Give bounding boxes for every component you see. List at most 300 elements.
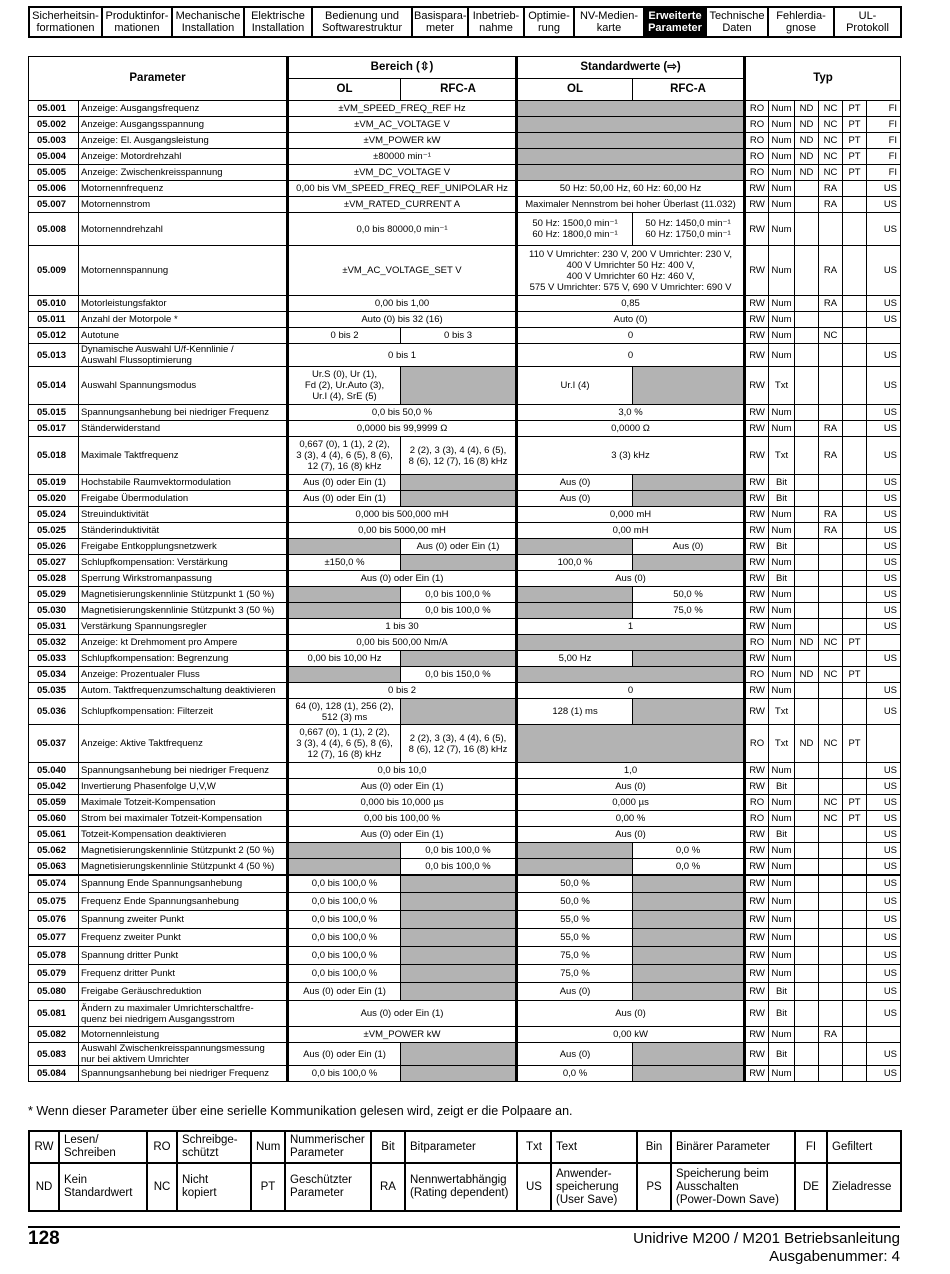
- type-flag: Num: [769, 911, 795, 929]
- legend-description: Bitparameter: [405, 1131, 517, 1163]
- type-flag: Num: [769, 344, 795, 367]
- legend-abbreviation: DE: [795, 1163, 827, 1211]
- type-flag: [795, 421, 819, 437]
- legend-description: Schreibge- schützt: [177, 1131, 251, 1163]
- param-name: Motornennspannung: [79, 246, 288, 296]
- type-flag: Num: [769, 763, 795, 779]
- type-flag: PT: [843, 165, 867, 181]
- type-flag: [843, 843, 867, 859]
- type-flag: RW: [745, 296, 769, 312]
- type-flag: RW: [745, 475, 769, 491]
- range-cell: ±VM_SPEED_FREQ_REF Hz: [288, 101, 517, 117]
- type-flag: Txt: [769, 699, 795, 725]
- default-cell: 0,00 kW: [517, 1027, 745, 1043]
- type-flag: Num: [769, 149, 795, 165]
- legend-abbreviation: Txt: [517, 1131, 551, 1163]
- param-number: 05.004: [29, 149, 79, 165]
- type-flag: US: [867, 603, 901, 619]
- type-flag: NC: [819, 328, 843, 344]
- default-cell: 3 (3) kHz: [517, 437, 745, 475]
- range-rfca: 0,0 bis 100,0 %: [401, 843, 517, 859]
- default-rfca: 0,0 %: [633, 859, 745, 875]
- default-rfca: 50,0 %: [633, 587, 745, 603]
- type-flag: Num: [769, 117, 795, 133]
- type-flag: [795, 523, 819, 539]
- param-name: Motornenndrehzahl: [79, 213, 288, 246]
- parameter-table: [28, 56, 901, 1082]
- range-rfca-empty: [401, 367, 517, 405]
- default-empty: [517, 667, 745, 683]
- default-rfca-empty: [633, 491, 745, 507]
- param-name: Sperrung Wirkstromanpassung: [79, 571, 288, 587]
- range-ol: 0,0 bis 100,0 %: [288, 911, 401, 929]
- table-row: [29, 296, 901, 312]
- nav-tab[interactable]: Fehlerdia- gnose: [768, 7, 834, 37]
- default-empty: [517, 133, 745, 149]
- range-ol: Aus (0) oder Ein (1): [288, 491, 401, 507]
- default-ol: Ur.I (4): [517, 367, 633, 405]
- range-ol-empty: [288, 859, 401, 875]
- legend-description: Nicht kopiert: [177, 1163, 251, 1211]
- type-flag: Num: [769, 165, 795, 181]
- type-flag: US: [867, 893, 901, 911]
- type-flag: Num: [769, 555, 795, 571]
- type-flag: [795, 213, 819, 246]
- range-cell: 0,00 bis 5000,00 mH: [288, 523, 517, 539]
- type-flag: US: [867, 571, 901, 587]
- legend-description: Nummerischer Parameter: [285, 1131, 371, 1163]
- type-flag: RW: [745, 437, 769, 475]
- type-flag: FI: [867, 101, 901, 117]
- param-number: 05.011: [29, 312, 79, 328]
- type-flag: ND: [795, 725, 819, 763]
- type-flag: [819, 312, 843, 328]
- type-flag: US: [867, 475, 901, 491]
- type-flag: NC: [819, 635, 843, 651]
- param-name: Anzeige: Ausgangsspannung: [79, 117, 288, 133]
- default-empty: [517, 149, 745, 165]
- nav-tab[interactable]: NV-Medien- karte: [574, 7, 644, 37]
- type-flag: [819, 947, 843, 965]
- type-flag: [795, 587, 819, 603]
- range-rfca-empty: [401, 651, 517, 667]
- table-row: [29, 149, 901, 165]
- type-flag: RW: [745, 763, 769, 779]
- type-flag: [843, 827, 867, 843]
- default-cell: 0: [517, 328, 745, 344]
- nav-tab[interactable]: Inbetrieb- nahme: [468, 7, 524, 37]
- range-rfca: 2 (2), 3 (3), 4 (4), 6 (5), 8 (6), 12 (7), 16 (8) kHz: [401, 437, 517, 475]
- range-ol: 0,0 bis 100,0 %: [288, 947, 401, 965]
- range-ol-empty: [288, 843, 401, 859]
- type-flag: RA: [819, 246, 843, 296]
- type-flag: RA: [819, 197, 843, 213]
- legend-abbreviation: PS: [637, 1163, 671, 1211]
- type-flag: Bit: [769, 475, 795, 491]
- type-flag: RO: [745, 811, 769, 827]
- default-ol: 100,0 %: [517, 555, 633, 571]
- type-flag: RO: [745, 667, 769, 683]
- range-rfca: 0,0 bis 150,0 %: [401, 667, 517, 683]
- nav-tab[interactable]: Elektrische Installation: [244, 7, 312, 37]
- legend-table: [28, 1130, 902, 1212]
- param-name: Maximale Taktfrequenz: [79, 437, 288, 475]
- type-flag: Num: [769, 893, 795, 911]
- range-cell: Auto (0) bis 32 (16): [288, 312, 517, 328]
- type-flag: US: [867, 555, 901, 571]
- table-row: [29, 603, 901, 619]
- type-flag: [843, 587, 867, 603]
- range-ol-empty: [288, 603, 401, 619]
- type-flag: Num: [769, 1027, 795, 1043]
- type-flag: Bit: [769, 1001, 795, 1027]
- type-flag: [867, 1027, 901, 1043]
- param-name: Dynamische Auswahl U/f-Kennlinie / Auswahl Flussoptimierung: [79, 344, 288, 367]
- type-flag: [795, 1043, 819, 1066]
- range-cell: 0 bis 1: [288, 344, 517, 367]
- param-number: 05.003: [29, 133, 79, 149]
- table-row: [29, 367, 901, 405]
- type-flag: Num: [769, 181, 795, 197]
- range-cell: ±VM_AC_VOLTAGE V: [288, 117, 517, 133]
- param-number: 05.005: [29, 165, 79, 181]
- type-flag: [843, 421, 867, 437]
- default-ol: Aus (0): [517, 491, 633, 507]
- type-flag: RW: [745, 603, 769, 619]
- issue-number: Ausgabenummer: 4: [769, 1248, 900, 1265]
- type-flag: RW: [745, 619, 769, 635]
- default-ol-empty: [517, 859, 633, 875]
- table-row: [29, 843, 901, 859]
- param-name: Verstärkung Spannungsregler: [79, 619, 288, 635]
- range-ol: 0,667 (0), 1 (1), 2 (2), 3 (3), 4 (4), 6 (5), 8 (6), 12 (7), 16 (8) kHz: [288, 725, 401, 763]
- type-flag: RO: [745, 117, 769, 133]
- range-cell: 0,000 bis 500,000 mH: [288, 507, 517, 523]
- type-flag: RW: [745, 779, 769, 795]
- legend-description: Kein Standardwert: [59, 1163, 147, 1211]
- type-flag: Bit: [769, 983, 795, 1001]
- type-flag: RA: [819, 523, 843, 539]
- default-cell: 1: [517, 619, 745, 635]
- table-row: [29, 983, 901, 1001]
- type-flag: [795, 344, 819, 367]
- table-row: [29, 1066, 901, 1082]
- type-flag: Bit: [769, 827, 795, 843]
- type-flag: RW: [745, 827, 769, 843]
- table-row: [29, 947, 901, 965]
- default-cell: 0,000 mH: [517, 507, 745, 523]
- type-flag: [843, 763, 867, 779]
- type-flag: US: [867, 843, 901, 859]
- range-ol: 0,0 bis 100,0 %: [288, 875, 401, 893]
- default-cell: 3,0 %: [517, 405, 745, 421]
- default-rfca-empty: [633, 651, 745, 667]
- type-flag: US: [867, 983, 901, 1001]
- type-flag: [795, 1027, 819, 1043]
- param-name: Motorleistungsfaktor: [79, 296, 288, 312]
- type-flag: Bit: [769, 539, 795, 555]
- type-flag: Num: [769, 507, 795, 523]
- param-name: Anzahl der Motorpole *: [79, 312, 288, 328]
- param-name: Magnetisierungskennlinie Stützpunkt 4 (50 %): [79, 859, 288, 875]
- nav-tab[interactable]: Technische Daten: [706, 7, 768, 37]
- range-rfca: 0,0 bis 100,0 %: [401, 587, 517, 603]
- range-cell: 0,0 bis 80000,0 min⁻¹: [288, 213, 517, 246]
- default-cell: 0,00 mH: [517, 523, 745, 539]
- footnote: * Wenn dieser Parameter über eine serielle Kommunikation gelesen wird, zeigt er die Polpaare an.: [28, 1104, 573, 1118]
- type-flag: RW: [745, 1043, 769, 1066]
- range-cell: 1 bis 30: [288, 619, 517, 635]
- type-flag: PT: [843, 101, 867, 117]
- type-flag: US: [867, 811, 901, 827]
- param-name: Magnetisierungskennlinie Stützpunkt 2 (50 %): [79, 843, 288, 859]
- legend-description: Speicherung beim Ausschalten (Power-Down Save): [671, 1163, 795, 1211]
- range-ol: Aus (0) oder Ein (1): [288, 475, 401, 491]
- type-flag: RO: [745, 133, 769, 149]
- default-ol: 128 (1) ms: [517, 699, 633, 725]
- legend-abbreviation: Num: [251, 1131, 285, 1163]
- type-flag: FI: [867, 149, 901, 165]
- default-cell: 50 Hz: 50,00 Hz, 60 Hz: 60,00 Hz: [517, 181, 745, 197]
- legend-abbreviation: US: [517, 1163, 551, 1211]
- range-ol: 0,00 bis 10,00 Hz: [288, 651, 401, 667]
- param-name: Totzeit-Kompensation deaktivieren: [79, 827, 288, 843]
- param-name: Spannungsanhebung bei niedriger Frequenz: [79, 1066, 288, 1082]
- default-cell: 0: [517, 344, 745, 367]
- type-flag: [795, 603, 819, 619]
- param-name: Auswahl Spannungsmodus: [79, 367, 288, 405]
- legend-abbreviation: RA: [371, 1163, 405, 1211]
- table-row: [29, 1043, 901, 1066]
- nav-tab[interactable]: Mechanische Installation: [172, 7, 244, 37]
- default-ol: 75,0 %: [517, 965, 633, 983]
- type-flag: RW: [745, 555, 769, 571]
- nav-tab[interactable]: Sicherheitsin- formationen: [29, 7, 102, 37]
- param-name: Freigabe Übermodulation: [79, 491, 288, 507]
- table-row: [29, 197, 901, 213]
- type-flag: [795, 795, 819, 811]
- type-flag: [819, 983, 843, 1001]
- type-flag: RO: [745, 795, 769, 811]
- range-rfca-empty: [401, 699, 517, 725]
- default-rfca-empty: [633, 893, 745, 911]
- type-flag: [819, 1001, 843, 1027]
- type-flag: Num: [769, 101, 795, 117]
- param-number: 05.037: [29, 725, 79, 763]
- param-name: Hochstabile Raumvektormodulation: [79, 475, 288, 491]
- nav-tab[interactable]: Optimie- rung: [524, 7, 574, 37]
- param-number: 05.008: [29, 213, 79, 246]
- type-flag: PT: [843, 635, 867, 651]
- range-cell: Aus (0) oder Ein (1): [288, 779, 517, 795]
- type-flag: RW: [745, 1066, 769, 1082]
- chapter-navigation: [28, 6, 902, 38]
- type-flag: [843, 779, 867, 795]
- param-number: 05.017: [29, 421, 79, 437]
- param-number: 05.078: [29, 947, 79, 965]
- range-ol: 0,0 bis 100,0 %: [288, 929, 401, 947]
- param-name: Frequenz zweiter Punkt: [79, 929, 288, 947]
- default-ol-empty: [517, 587, 633, 603]
- type-flag: [843, 651, 867, 667]
- type-flag: RW: [745, 523, 769, 539]
- param-number: 05.063: [29, 859, 79, 875]
- type-flag: US: [867, 587, 901, 603]
- type-flag: [819, 405, 843, 421]
- type-flag: Num: [769, 667, 795, 683]
- type-flag: [795, 1066, 819, 1082]
- default-empty: [517, 635, 745, 651]
- param-number: 05.062: [29, 843, 79, 859]
- nav-tab[interactable]: Basispara- meter: [412, 7, 468, 37]
- param-name: Schlupfkompensation: Begrenzung: [79, 651, 288, 667]
- type-flag: US: [867, 827, 901, 843]
- type-flag: Bit: [769, 779, 795, 795]
- nav-tab[interactable]: Bedienung und Softwarestruktur: [312, 7, 412, 37]
- nav-tab[interactable]: UL- Protokoll: [834, 7, 901, 37]
- table-row: [29, 875, 901, 893]
- type-flag: [843, 859, 867, 875]
- range-rfca: 0 bis 3: [401, 328, 517, 344]
- type-flag: RA: [819, 181, 843, 197]
- type-flag: PT: [843, 795, 867, 811]
- table-row: [29, 859, 901, 875]
- type-flag: [819, 1066, 843, 1082]
- type-flag: [843, 491, 867, 507]
- type-flag: Num: [769, 859, 795, 875]
- default-ol: 55,0 %: [517, 929, 633, 947]
- range-ol: Aus (0) oder Ein (1): [288, 1043, 401, 1066]
- type-flag: RW: [745, 181, 769, 197]
- param-number: 05.083: [29, 1043, 79, 1066]
- default-rfca-empty: [633, 699, 745, 725]
- range-cell: ±VM_POWER kW: [288, 133, 517, 149]
- range-cell: Aus (0) oder Ein (1): [288, 571, 517, 587]
- param-number: 05.018: [29, 437, 79, 475]
- type-flag: RO: [745, 635, 769, 651]
- table-row: [29, 507, 901, 523]
- default-rfca-empty: [633, 1043, 745, 1066]
- type-flag: [843, 437, 867, 475]
- default-rfca-empty: [633, 911, 745, 929]
- default-cell: Maximaler Nennstrom bei hoher Überlast (11.032): [517, 197, 745, 213]
- type-flag: [795, 929, 819, 947]
- type-flag: [819, 571, 843, 587]
- type-flag: [795, 405, 819, 421]
- range-rfca: 0,0 bis 100,0 %: [401, 603, 517, 619]
- param-number: 05.035: [29, 683, 79, 699]
- type-flag: Num: [769, 875, 795, 893]
- table-row: [29, 911, 901, 929]
- range-ol: 0,0 bis 100,0 %: [288, 893, 401, 911]
- header-default-ol: OL: [517, 79, 633, 101]
- param-name: Ändern zu maximaler Umrichterschaltfre- quenz bei niedrigem Ausgangsstrom: [79, 1001, 288, 1027]
- param-name: Anzeige: Motordrehzahl: [79, 149, 288, 165]
- default-cell: Aus (0): [517, 779, 745, 795]
- range-ol-empty: [288, 587, 401, 603]
- param-number: 05.080: [29, 983, 79, 1001]
- param-name: Schlupfkompensation: Verstärkung: [79, 555, 288, 571]
- legend-abbreviation: FI: [795, 1131, 827, 1163]
- param-number: 05.025: [29, 523, 79, 539]
- default-rfca: 0,0 %: [633, 843, 745, 859]
- range-cell: ±VM_DC_VOLTAGE V: [288, 165, 517, 181]
- type-flag: US: [867, 246, 901, 296]
- default-cell: 0,0000 Ω: [517, 421, 745, 437]
- param-number: 05.079: [29, 965, 79, 983]
- legend-description: Nennwertabhängig (Rating dependent): [405, 1163, 517, 1211]
- table-row: [29, 827, 901, 843]
- type-flag: ND: [795, 133, 819, 149]
- param-number: 05.036: [29, 699, 79, 725]
- header-parameter: Parameter: [29, 57, 288, 101]
- type-flag: [843, 344, 867, 367]
- default-cell: 0,85: [517, 296, 745, 312]
- type-flag: ND: [795, 667, 819, 683]
- type-flag: US: [867, 619, 901, 635]
- range-cell: ±VM_POWER kW: [288, 1027, 517, 1043]
- type-flag: RA: [819, 296, 843, 312]
- range-cell: 0,00 bis 1,00: [288, 296, 517, 312]
- type-flag: [795, 555, 819, 571]
- table-row: [29, 587, 901, 603]
- param-name: Spannungsanhebung bei niedriger Frequenz: [79, 763, 288, 779]
- range-rfca-empty: [401, 555, 517, 571]
- type-flag: RW: [745, 421, 769, 437]
- param-number: 05.027: [29, 555, 79, 571]
- legend-abbreviation: RW: [29, 1131, 59, 1163]
- type-flag: NC: [819, 149, 843, 165]
- range-rfca-empty: [401, 983, 517, 1001]
- type-flag: [843, 571, 867, 587]
- type-flag: FI: [867, 165, 901, 181]
- type-flag: RW: [745, 965, 769, 983]
- type-flag: RA: [819, 507, 843, 523]
- legend-abbreviation: RO: [147, 1131, 177, 1163]
- param-number: 05.075: [29, 893, 79, 911]
- type-flag: RW: [745, 911, 769, 929]
- type-flag: RW: [745, 213, 769, 246]
- param-name: Freigabe Entkopplungsnetzwerk: [79, 539, 288, 555]
- type-flag: US: [867, 795, 901, 811]
- type-flag: RA: [819, 421, 843, 437]
- table-row: [29, 683, 901, 699]
- param-number: 05.077: [29, 929, 79, 947]
- param-name: Anzeige: Ausgangsfrequenz: [79, 101, 288, 117]
- type-flag: Num: [769, 405, 795, 421]
- range-rfca: 0,0 bis 100,0 %: [401, 859, 517, 875]
- type-flag: RO: [745, 165, 769, 181]
- type-flag: [843, 947, 867, 965]
- nav-tab[interactable]: Erweiterte Parameter: [644, 7, 706, 37]
- type-flag: [795, 1001, 819, 1027]
- legend-description: Zieladresse: [827, 1163, 901, 1211]
- type-flag: US: [867, 344, 901, 367]
- header-range: Bereich (⇳): [288, 57, 517, 79]
- type-flag: [795, 763, 819, 779]
- table-row: [29, 667, 901, 683]
- header-defaults: Standardwerte (⇨): [517, 57, 745, 79]
- range-rfca-empty: [401, 911, 517, 929]
- nav-tab[interactable]: Produktinfor- mationen: [102, 7, 172, 37]
- table-row: [29, 725, 901, 763]
- type-flag: [819, 475, 843, 491]
- range-cell: 0,00 bis 500,00 Nm/A: [288, 635, 517, 651]
- param-number: 05.020: [29, 491, 79, 507]
- type-flag: [795, 983, 819, 1001]
- type-flag: [819, 491, 843, 507]
- type-flag: Num: [769, 929, 795, 947]
